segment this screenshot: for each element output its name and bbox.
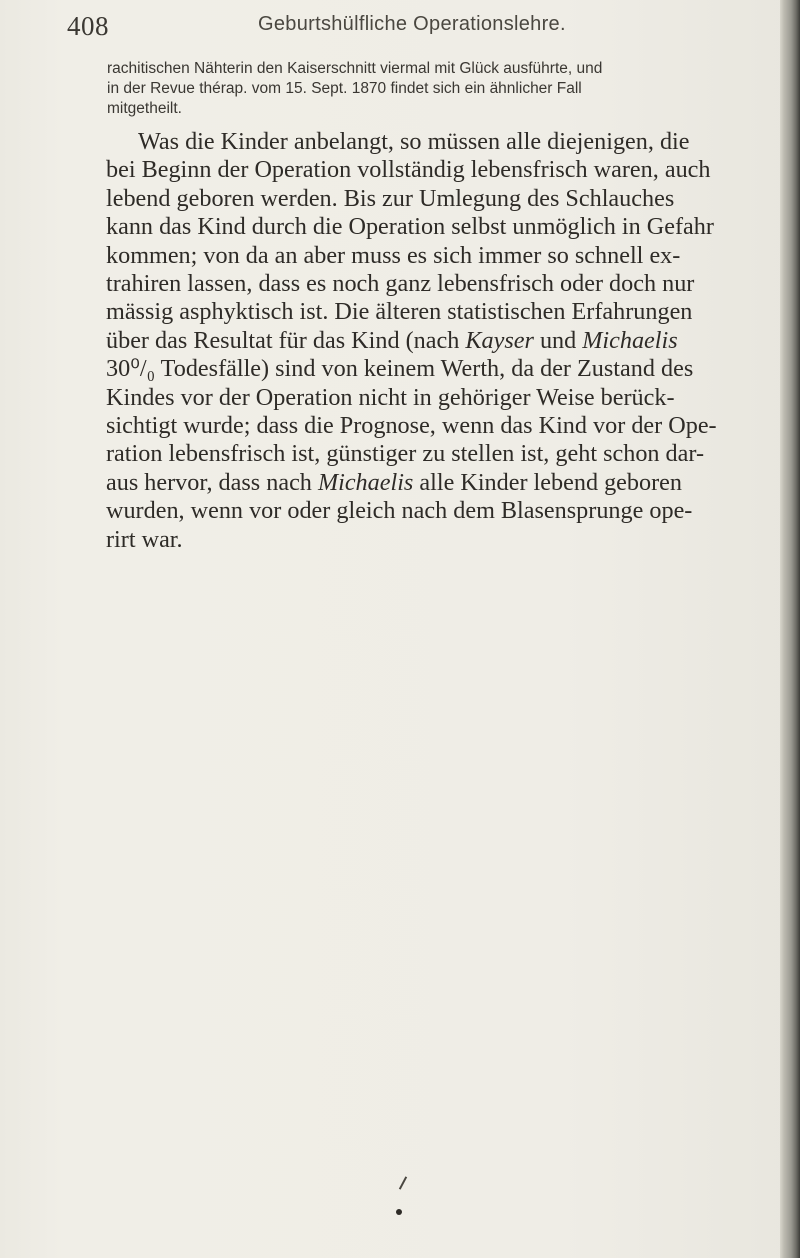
- author-name: Michaelis: [317, 468, 414, 496]
- text-line: ration lebensfrisch ist, günstiger zu stellen ist, geht schon dar-: [106, 440, 705, 468]
- text-segment: über das Resultat für das Kind (nach: [106, 326, 466, 354]
- footnote-line: rachitischen Nähterin den Kaiserschnitt viermal mit Glück ausführte, und: [107, 60, 603, 77]
- text-segment: alle Kinder lebend geboren: [413, 468, 682, 496]
- text-line: lebend geboren werden. Bis zur Umlegung des Schlauches: [106, 184, 675, 212]
- text-line: [106, 469, 766, 497]
- text-segment: aus hervor, dass nach: [106, 468, 318, 496]
- stray-ink-dot: [396, 1209, 402, 1215]
- author-name: Michaelis: [582, 326, 678, 354]
- text-line: [106, 327, 766, 355]
- text-line: kann das Kind durch die Operation selbst unmöglich in Gefahr: [106, 213, 714, 241]
- text-line: kommen; von da an aber muss es sich immer so schnell ex-: [106, 241, 681, 269]
- text-line: Was die Kinder anbelangt, so müssen alle diejenigen, die: [138, 128, 690, 155]
- text-line: Kindes vor der Operation nicht in gehöriger Weise berück-: [106, 383, 675, 411]
- page-binding-edge: [780, 0, 800, 1258]
- footnote-line: in der Revue thérap. vom 15. Sept. 1870 findet sich ein ähnlicher Fall: [107, 80, 582, 97]
- text-line: wurden, wenn vor oder gleich nach dem Blasensprunge ope-: [106, 497, 693, 525]
- stray-pen-mark: [399, 1176, 407, 1189]
- running-head: Geburtshülfliche Operationslehre.: [258, 13, 566, 35]
- text-line: mässig asphyktisch ist. Die älteren statistischen Erfahrungen: [106, 298, 693, 326]
- text-line: rirt war.: [106, 525, 183, 553]
- text-line: trahiren lassen, dass es noch ganz lebensfrisch oder doch nur: [106, 270, 695, 298]
- footnote-line: mitgetheilt.: [107, 100, 182, 117]
- body-paragraph: [106, 128, 766, 554]
- text-line: bei Beginn der Operation vollständig lebensfrisch waren, auch: [106, 156, 711, 184]
- author-name: Kayser: [465, 326, 534, 354]
- text-line: 30⁰/₀ Todesfälle) sind von keinem Werth, da der Zustand des: [106, 355, 694, 383]
- page-number: 408: [67, 11, 109, 41]
- footnote: [107, 59, 767, 119]
- text-segment: und: [533, 326, 583, 354]
- text-line: sichtigt wurde; dass die Prognose, wenn das Kind vor der Ope-: [106, 412, 717, 440]
